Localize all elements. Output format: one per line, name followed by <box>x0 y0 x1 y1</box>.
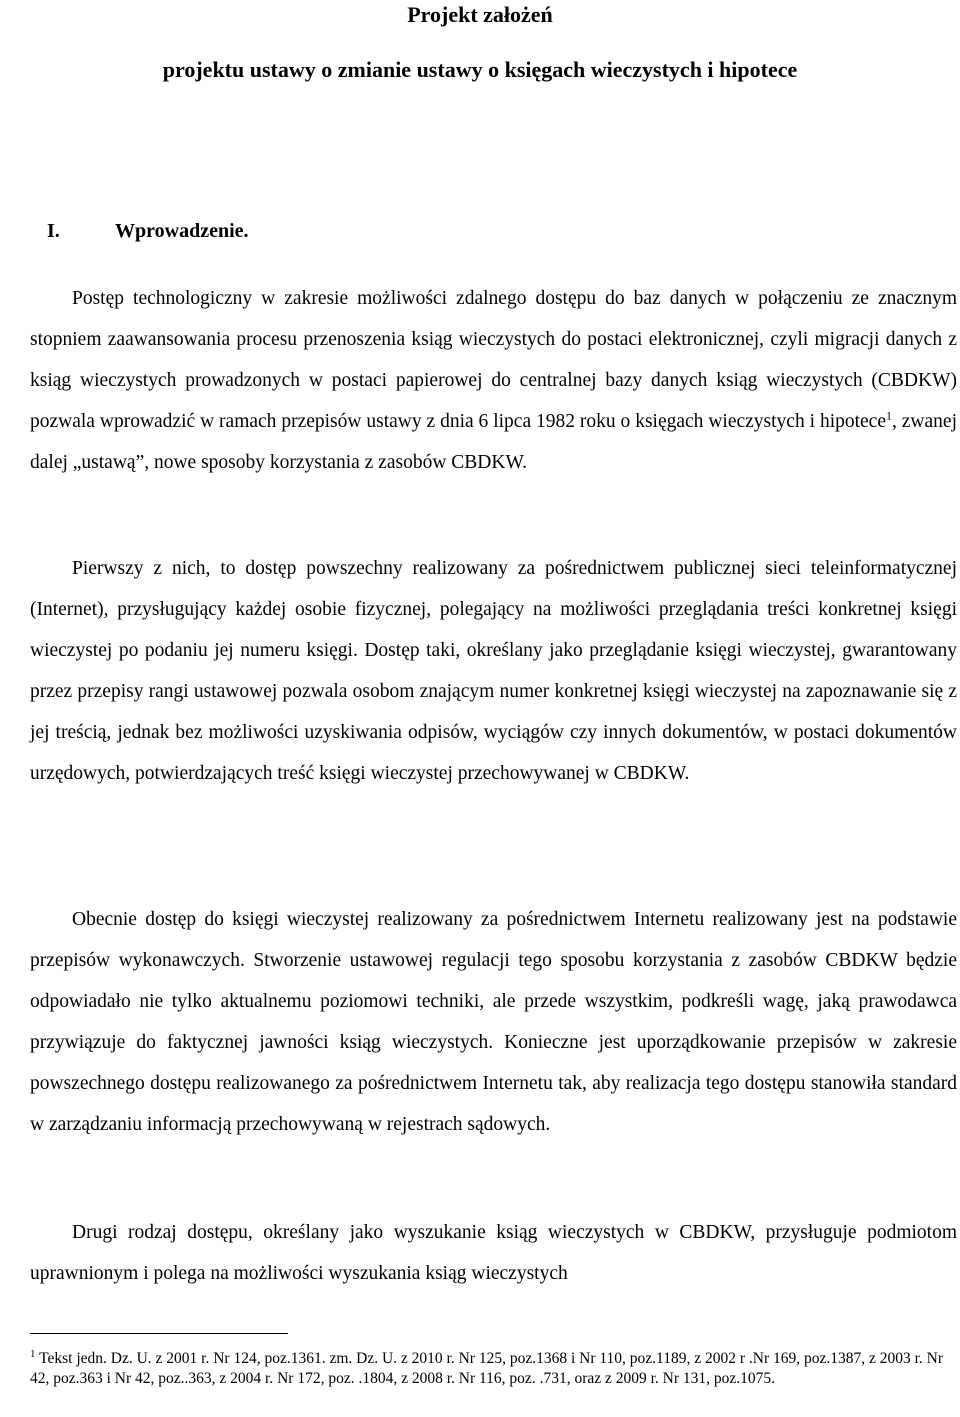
section-title: Wprowadzenie. <box>115 220 249 242</box>
document-title: Projekt założeń <box>407 2 553 27</box>
section-heading <box>47 219 249 243</box>
paragraph-3: Obecnie dostęp do księgi wieczystej realizowany za pośrednictwem Internetu realizowany jest na podstawie przepisów wykonawczych. Stworzenie ustawowej regulacji tego sposobu korzystania z zasobów CBDKW będzie odpowiadało nie tylko aktualnemu poziomowi techniki, ale przede wszystkim, podkreśli wagę, jaką prawodawca przywiązuje do faktycznej jawności ksiąg wieczystych. Konieczne jest uporządkowanie przepisów w zakresie powszechnego dostępu realizowanego za pośrednictwem Internetu tak, aby realizacja tego dostępu stanowiła standard w zarządzaniu informacją przechowywaną w rejestrach sądowych. <box>30 909 957 1135</box>
footnote-separator <box>30 1333 288 1334</box>
footnote-marker: 1 <box>30 1347 36 1360</box>
paragraph-2: Pierwszy z nich, to dostęp powszechny realizowany za pośrednictwem publicznej sieci teleinformatycznej (Internet), przysługujący każdej osobie fizycznej, polegający na możliwości przeglądania treści konkretnej księgi wieczystej po podaniu jej numeru księgi. Dostęp taki, określany jako przeglądanie księgi wieczystej, gwarantowany przez przepisy rangi ustawowej pozwala osobom znającym numer konkretnej księgi wieczystej na zapoznawanie się z jej treścią, jednak bez możliwości uzyskiwania odpisów, wyciągów czy innych dokumentów, w postaci dokumentów urzędowych, potwierdzających treść księgi wieczystej przechowywanej w CBDKW. <box>30 558 957 784</box>
paragraph-1-text: Postęp technologiczny w zakresie możliwości zdalnego dostępu do baz danych w połączeniu ze znacznym stopniem zaawansowania procesu przenoszenia ksiąg wieczystych do postaci elektronicznej, czyli migracji danych z ksiąg wieczystych prowadzonych w postaci papierowej do centralnej bazy danych ksiąg wieczystych (CBDKW) pozwala wprowadzić w ramach przepisów ustawy z dnia 6 lipca 1982 roku o księgach wieczystych i hipotece <box>30 288 957 432</box>
footnote <box>30 1349 957 1389</box>
paragraph-1-text-continued: , zwanej dalej „ustawą”, nowe sposoby korzystania z zasobów CBDKW. <box>30 411 957 473</box>
section-number: I. <box>47 220 60 242</box>
document-subtitle: projektu ustawy o zmianie ustawy o księgach wieczystych i hipotece <box>162 57 798 82</box>
paragraph-1 <box>30 278 957 483</box>
footnote-reference[interactable]: 1 <box>886 408 892 423</box>
paragraph-4: Drugi rodzaj dostępu, określany jako wyszukanie ksiąg wieczystych w CBDKW, przysługuje podmiotom uprawnionym i polega na możliwości wyszukania ksiąg wieczystych <box>30 1222 957 1284</box>
footnote-text: Tekst jedn. Dz. U. z 2001 r. Nr 124, poz.1361. zm. Dz. U. z 2010 r. Nr 125, poz.1368 i Nr 110, poz.1189, z 2002 r .Nr 169, poz.1387, z 2003 r. Nr 42, poz.363 i Nr 42, poz..363, z 2004 r. Nr 172, poz. .1804, z 2008 r. Nr 116, poz. .731, oraz z 2009 r. Nr 131, poz.1075. <box>30 1350 944 1387</box>
